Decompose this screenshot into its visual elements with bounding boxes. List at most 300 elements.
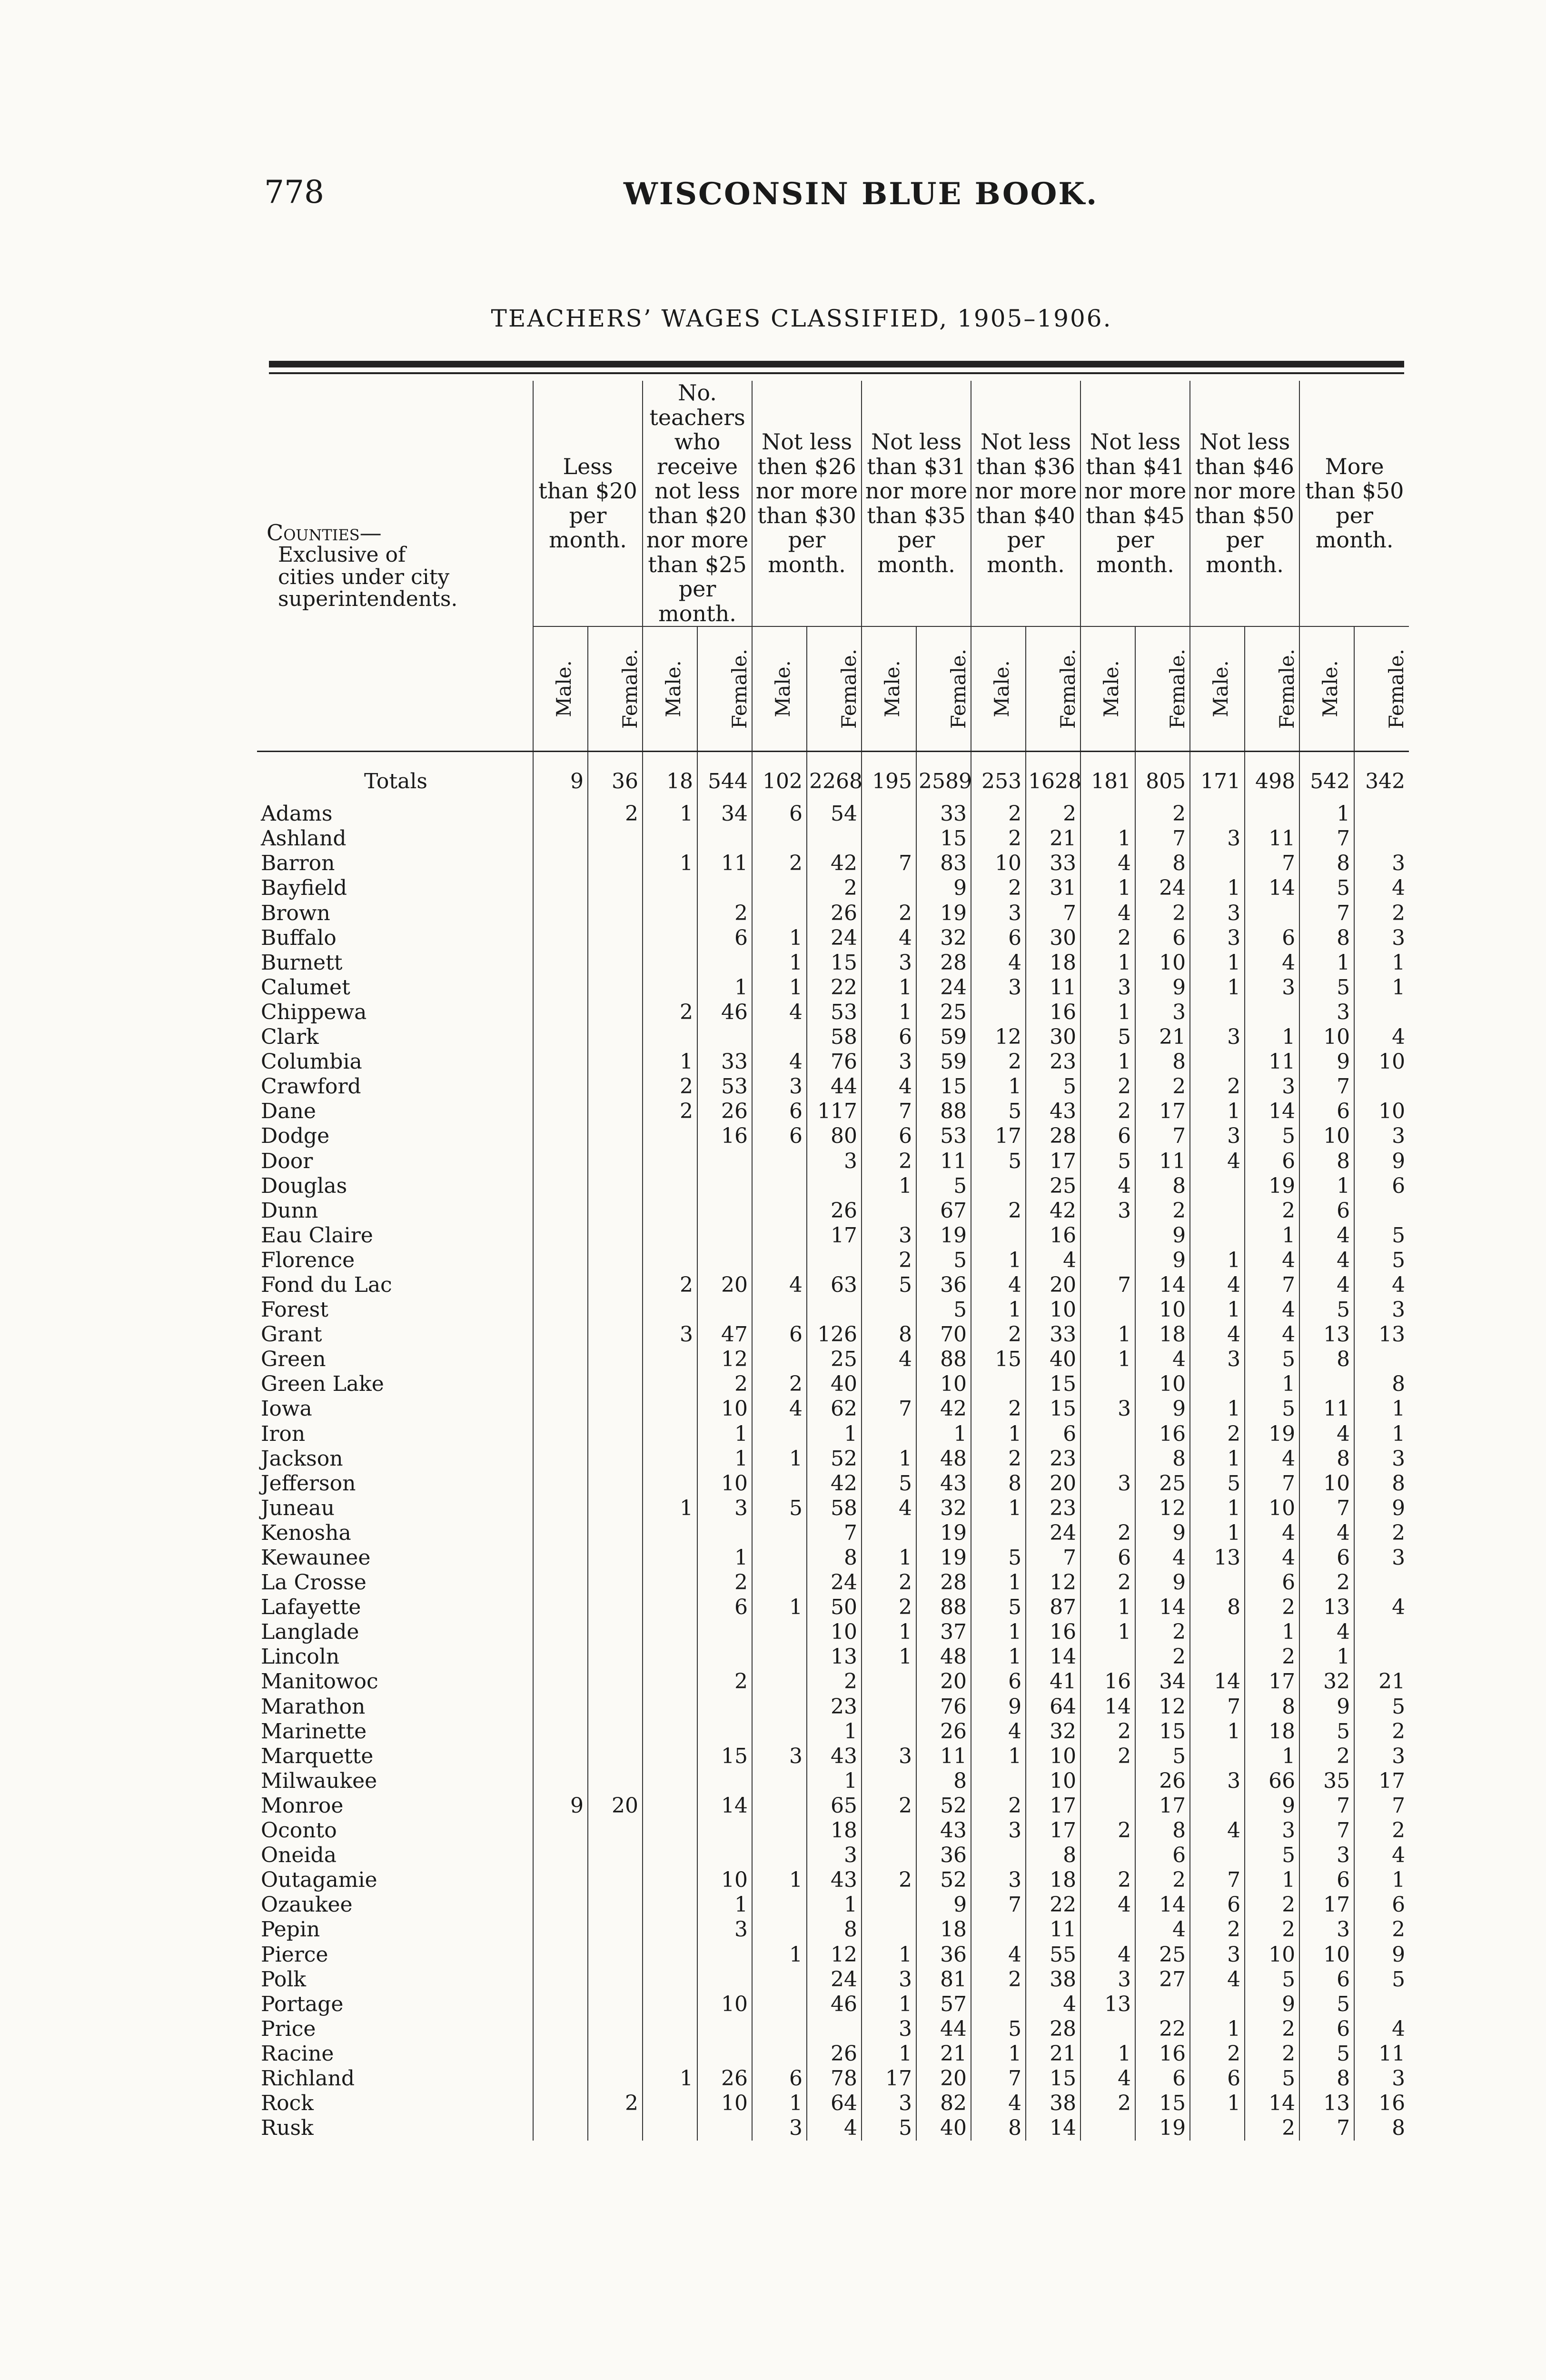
wage-count-cell: 4 <box>862 1074 916 1099</box>
wage-count-cell: 1 <box>971 1620 1026 1645</box>
wage-count-cell <box>588 1397 643 1421</box>
wage-count-cell <box>643 1025 697 1050</box>
wage-count-cell: 8 <box>1135 851 1190 876</box>
county-row <box>257 901 1409 926</box>
wage-count-cell: 23 <box>1026 1050 1080 1074</box>
wage-count-cell: 6 <box>1135 1843 1190 1868</box>
wage-count-cell <box>971 1917 1026 1942</box>
wage-count-cell: 2 <box>971 802 1026 826</box>
wage-count-cell: 3 <box>807 1843 862 1868</box>
wage-count-cell: 3 <box>1354 851 1409 876</box>
wage-count-cell: 7 <box>1299 1074 1354 1099</box>
wage-count-cell <box>533 1669 588 1694</box>
county-row <box>257 1818 1409 1843</box>
wage-count-cell: 4 <box>752 1000 807 1025</box>
county-name: Kewaunee <box>261 1546 371 1570</box>
wage-count-cell: 42 <box>916 1397 971 1421</box>
wage-count-cell: 53 <box>807 1000 862 1025</box>
county-row <box>257 1248 1409 1273</box>
wage-count-cell: 2 <box>971 1050 1026 1074</box>
female-label: Female. <box>837 649 861 729</box>
wage-count-cell: 1 <box>1190 951 1245 975</box>
wage-count-cell: 2 <box>643 1273 697 1298</box>
wage-count-cell <box>1190 1372 1245 1397</box>
wage-count-cell: 4 <box>1026 1992 1080 2017</box>
wage-count-cell: 6 <box>1080 1124 1135 1149</box>
county-name: Portage <box>261 1992 344 2016</box>
wage-count-cell <box>697 1174 752 1199</box>
wage-count-cell: 126 <box>807 1322 862 1347</box>
wage-count-cell: 63 <box>807 1273 862 1298</box>
county-name: Clark <box>261 1025 319 1050</box>
county-name: Rusk <box>261 2116 314 2141</box>
wage-count-cell: 16 <box>1135 1422 1190 1447</box>
wage-count-cell <box>1190 2116 1245 2141</box>
wage-count-cell: 2 <box>1299 1570 1354 1595</box>
wage-count-cell: 80 <box>807 1124 862 1149</box>
county-row <box>257 1174 1409 1199</box>
wage-count-cell: 3 <box>1080 975 1135 1000</box>
wage-count-cell: 9 <box>971 1695 1026 1719</box>
wage-count-cell: 2 <box>643 1099 697 1124</box>
wage-count-cell: 3 <box>1190 1769 1245 1794</box>
wage-count-cell: 83 <box>916 851 971 876</box>
wage-count-cell: 4 <box>1354 876 1409 901</box>
wage-count-cell <box>752 1719 807 1744</box>
wage-count-cell <box>533 1620 588 1645</box>
wage-count-cell <box>588 975 643 1000</box>
wage-count-cell <box>588 1967 643 1992</box>
wage-count-cell: 11 <box>916 1149 971 1173</box>
county-name: Grant <box>261 1322 322 1347</box>
wage-count-cell: 8 <box>1135 1447 1190 1471</box>
wage-count-cell: 6 <box>1026 1422 1080 1447</box>
wage-count-cell: 1 <box>1080 1050 1135 1074</box>
wage-count-cell: 3 <box>971 975 1026 1000</box>
wage-count-cell: 3 <box>1080 1471 1135 1496</box>
wage-count-cell: 2 <box>1080 1719 1135 1744</box>
female-column-header <box>1135 626 1190 752</box>
wage-count-cell <box>588 1099 643 1124</box>
wage-count-cell: 1 <box>752 1447 807 1471</box>
county-name: Green Lake <box>261 1372 384 1397</box>
wage-count-cell: 4 <box>1190 1273 1245 1298</box>
wage-count-cell: 65 <box>807 1794 862 1818</box>
county-row <box>257 1893 1409 1917</box>
wage-count-cell <box>533 1818 588 1843</box>
wage-count-cell <box>588 1893 643 1917</box>
wage-count-cell: 2 <box>862 1794 916 1818</box>
wage-count-cell: 1 <box>1080 1347 1135 1372</box>
wage-count-cell: 5 <box>916 1298 971 1322</box>
female-label: Female. <box>1385 649 1408 729</box>
wage-count-cell: 15 <box>1135 2091 1190 2116</box>
wage-count-cell <box>588 1645 643 1669</box>
wage-count-cell: 10 <box>1354 1099 1409 1124</box>
wage-count-cell <box>533 1868 588 1893</box>
wage-count-cell: 3 <box>1354 1447 1409 1471</box>
wage-count-cell <box>588 1570 643 1595</box>
wage-count-cell: 16 <box>1080 1669 1135 1694</box>
county-name: Milwaukee <box>261 1768 377 1793</box>
wage-count-cell: 3 <box>1080 1397 1135 1421</box>
wage-count-cell: 34 <box>697 802 752 826</box>
wage-count-cell: 4 <box>971 951 1026 975</box>
wage-count-cell <box>752 1794 807 1818</box>
wage-count-cell: 8 <box>1299 851 1354 876</box>
county-name: Bayfield <box>261 876 347 901</box>
wage-count-cell <box>752 1917 807 1942</box>
wage-count-cell: 10 <box>916 1372 971 1397</box>
wage-count-cell: 40 <box>1026 1347 1080 1372</box>
wage-count-cell <box>588 1769 643 1794</box>
wage-count-cell: 1 <box>697 1546 752 1570</box>
wage-count-cell <box>862 826 916 851</box>
wage-count-cell: 4 <box>1299 1273 1354 1298</box>
wage-count-cell: 13 <box>1299 2091 1354 2116</box>
wage-count-cell <box>533 2116 588 2141</box>
wage-count-cell <box>862 1422 916 1447</box>
wage-count-cell: 4 <box>1080 1174 1135 1199</box>
wage-count-cell <box>1080 1298 1135 1322</box>
county-name: Dunn <box>261 1198 318 1223</box>
wage-count-cell <box>1190 1620 1245 1645</box>
male-column-header <box>971 626 1026 752</box>
wage-count-cell: 8 <box>971 2116 1026 2141</box>
county-row <box>257 826 1409 851</box>
county-row <box>257 1521 1409 1546</box>
county-row <box>257 1074 1409 1099</box>
wage-count-cell: 3 <box>1354 1744 1409 1769</box>
wage-count-cell: 3 <box>862 1744 916 1769</box>
county-name: Florence <box>261 1248 355 1272</box>
wage-count-cell <box>533 1967 588 1992</box>
wage-count-cell <box>862 1669 916 1694</box>
wage-count-cell <box>752 1199 807 1223</box>
wage-count-cell: 10 <box>697 2091 752 2116</box>
page-number: 778 <box>264 174 324 210</box>
male-label: Male. <box>1099 660 1123 717</box>
wage-count-cell: 44 <box>916 2017 971 2042</box>
wage-count-cell <box>533 1050 588 1074</box>
wage-count-cell: 10 <box>1026 1298 1080 1322</box>
wage-count-cell: 17 <box>1135 1794 1190 1818</box>
county-name: Barron <box>261 851 335 876</box>
wage-count-cell: 4 <box>1135 1917 1190 1942</box>
county-name: Kenosha <box>261 1520 351 1545</box>
male-label: Male. <box>1209 660 1232 717</box>
wage-count-cell: 26 <box>916 1719 971 1744</box>
wage-count-cell: 1 <box>1299 1174 1354 1199</box>
female-label: Female. <box>618 649 642 729</box>
wage-count-cell: 3 <box>862 2017 916 2042</box>
county-name: Outagamie <box>261 1868 377 1893</box>
wage-count-cell: 1 <box>862 1992 916 2017</box>
wage-count-cell <box>533 876 588 901</box>
wage-count-cell: 8 <box>1135 1818 1190 1843</box>
wage-count-cell: 3 <box>1299 1843 1354 1868</box>
wage-count-cell: 12 <box>971 1025 1026 1050</box>
wage-count-cell: 4 <box>1190 1818 1245 1843</box>
wage-count-cell: 1 <box>752 1942 807 1967</box>
wage-count-cell: 8 <box>1354 1372 1409 1397</box>
wage-count-cell <box>1080 1917 1135 1942</box>
county-name: Chippewa <box>261 1000 367 1024</box>
county-name: Iron <box>261 1421 306 1446</box>
wage-count-cell: 25 <box>807 1347 862 1372</box>
wage-count-cell: 22 <box>1026 1893 1080 1917</box>
wage-count-cell: 1 <box>752 1595 807 1620</box>
totals-cell: 2589 <box>916 762 971 802</box>
wage-count-cell <box>533 1496 588 1521</box>
wage-count-cell: 28 <box>1026 1124 1080 1149</box>
wage-count-cell: 2 <box>1245 1893 1299 1917</box>
wage-count-cell: 47 <box>697 1322 752 1347</box>
wage-count-cell: 3 <box>862 951 916 975</box>
wage-count-cell <box>1190 802 1245 826</box>
wage-count-cell <box>533 2042 588 2066</box>
wage-count-cell <box>862 802 916 826</box>
wage-count-cell: 12 <box>1135 1496 1190 1521</box>
wage-count-cell: 9 <box>533 1794 588 1818</box>
wage-count-cell: 3 <box>643 1322 697 1347</box>
wage-count-cell: 28 <box>916 951 971 975</box>
wage-count-cell <box>588 1669 643 1694</box>
county-name: Lincoln <box>261 1645 340 1669</box>
wage-count-cell: 14 <box>697 1794 752 1818</box>
wage-count-cell <box>643 901 697 926</box>
wage-count-cell: 1 <box>1080 1595 1135 1620</box>
wage-count-cell: 9 <box>1354 1496 1409 1521</box>
wage-count-cell: 17 <box>1026 1818 1080 1843</box>
wage-count-cell: 5 <box>1190 1471 1245 1496</box>
wage-count-cell: 22 <box>807 975 862 1000</box>
wage-count-cell <box>643 1695 697 1719</box>
wage-count-cell: 3 <box>971 901 1026 926</box>
wage-count-cell <box>1080 1496 1135 1521</box>
wage-group-header: Not less than $36 nor more than $40 per month. <box>971 381 1080 626</box>
male-label: Male. <box>880 660 904 717</box>
wage-count-cell: 26 <box>807 1199 862 1223</box>
county-name: Juneau <box>261 1496 335 1520</box>
wage-count-cell: 5 <box>1245 1397 1299 1421</box>
wage-count-cell: 4 <box>862 1347 916 1372</box>
wage-count-cell: 1 <box>1190 1298 1245 1322</box>
wage-count-cell: 7 <box>862 1099 916 1124</box>
wage-count-cell: 9 <box>1135 1397 1190 1421</box>
wage-count-cell: 46 <box>697 1000 752 1025</box>
wage-count-cell: 1 <box>1080 876 1135 901</box>
wage-count-cell: 1 <box>971 1744 1026 1769</box>
wage-count-cell <box>533 1570 588 1595</box>
wage-count-cell: 9 <box>916 1893 971 1917</box>
wage-count-cell <box>588 1050 643 1074</box>
wage-count-cell: 14 <box>1135 1893 1190 1917</box>
wage-count-cell: 2 <box>697 901 752 926</box>
wage-count-cell: 48 <box>916 1645 971 1669</box>
wage-count-cell: 2 <box>1080 926 1135 951</box>
wage-count-cell: 9 <box>1135 1248 1190 1273</box>
wage-count-cell: 10 <box>807 1620 862 1645</box>
wage-count-cell: 5 <box>1354 1248 1409 1273</box>
wage-count-cell: 2 <box>1080 1570 1135 1595</box>
wage-count-cell: 2 <box>862 1595 916 1620</box>
wage-count-cell <box>643 1372 697 1397</box>
wage-count-cell <box>752 1298 807 1322</box>
wage-count-cell: 20 <box>1026 1273 1080 1298</box>
wage-count-cell: 40 <box>916 2116 971 2141</box>
wage-count-cell <box>1080 1223 1135 1248</box>
wage-count-cell: 18 <box>807 1818 862 1843</box>
wage-count-cell <box>643 1447 697 1471</box>
wage-count-cell: 5 <box>971 1099 1026 1124</box>
wage-count-cell: 5 <box>1299 2042 1354 2066</box>
wage-count-cell <box>697 1695 752 1719</box>
wage-count-cell <box>588 1620 643 1645</box>
county-name: Langlade <box>261 1620 359 1645</box>
wage-count-cell <box>1245 802 1299 826</box>
wage-count-cell <box>533 2017 588 2042</box>
wage-count-cell: 11 <box>697 851 752 876</box>
wage-count-cell: 6 <box>752 802 807 826</box>
wage-count-cell <box>588 1074 643 1099</box>
wage-count-cell <box>862 1917 916 1942</box>
wage-count-cell: 16 <box>1026 1620 1080 1645</box>
wage-count-cell: 43 <box>916 1818 971 1843</box>
wage-count-cell <box>697 1620 752 1645</box>
wage-count-cell: 9 <box>1299 1050 1354 1074</box>
county-row <box>257 1942 1409 1967</box>
county-name: Fond du Lac <box>261 1272 392 1297</box>
wage-count-cell: 8 <box>1026 1843 1080 1868</box>
wage-count-cell <box>588 1719 643 1744</box>
wage-count-cell: 43 <box>807 1868 862 1893</box>
wage-count-cell: 3 <box>1354 1298 1409 1322</box>
wage-count-cell <box>588 1273 643 1298</box>
wage-count-cell: 20 <box>916 2066 971 2091</box>
wage-count-cell: 2 <box>1080 1521 1135 1546</box>
county-name: Iowa <box>261 1397 312 1421</box>
wage-count-cell: 25 <box>1135 1942 1190 1967</box>
wage-count-cell <box>697 1645 752 1669</box>
wage-count-cell: 19 <box>916 901 971 926</box>
wage-count-cell: 1 <box>1245 1744 1299 1769</box>
wage-count-cell <box>1354 826 1409 851</box>
wage-count-cell: 3 <box>1299 1000 1354 1025</box>
wage-count-cell: 6 <box>1299 1199 1354 1223</box>
wage-count-cell: 4 <box>1080 1942 1135 1967</box>
male-column-header <box>1080 626 1135 752</box>
totals-cell: 36 <box>588 762 643 802</box>
wage-count-cell: 6 <box>862 1025 916 1050</box>
county-row <box>257 1645 1409 1669</box>
wage-count-cell: 4 <box>971 2091 1026 2116</box>
wage-count-cell <box>588 1471 643 1496</box>
wage-count-cell: 23 <box>807 1695 862 1719</box>
wage-count-cell: 88 <box>916 1595 971 1620</box>
wage-count-cell: 52 <box>916 1868 971 1893</box>
wage-count-cell <box>588 1447 643 1471</box>
wage-count-cell: 10 <box>697 1471 752 1496</box>
county-name: Marinette <box>261 1719 367 1744</box>
wage-count-cell <box>971 1223 1026 1248</box>
table-title: TEACHERS’ WAGES CLASSIFIED, 1905–1906. <box>491 305 1112 332</box>
wage-count-cell: 7 <box>971 1893 1026 1917</box>
wage-count-cell: 2 <box>1135 1645 1190 1669</box>
wage-count-cell: 5 <box>1245 2066 1299 2091</box>
male-label: Male. <box>771 660 794 717</box>
wage-count-cell <box>643 1397 697 1421</box>
wage-count-cell: 8 <box>1135 1050 1190 1074</box>
wage-count-cell: 6 <box>1135 2066 1190 2091</box>
wage-count-cell <box>862 1372 916 1397</box>
wage-count-cell: 1 <box>1080 1000 1135 1025</box>
wage-count-cell: 4 <box>862 1496 916 1521</box>
wage-count-cell: 3 <box>971 1868 1026 1893</box>
wage-count-cell <box>697 1843 752 1868</box>
wage-count-cell: 7 <box>1299 1794 1354 1818</box>
wage-count-cell: 4 <box>971 1273 1026 1298</box>
wage-count-cell <box>533 1223 588 1248</box>
county-row <box>257 2066 1409 2091</box>
county-row <box>257 1843 1409 1868</box>
wage-count-cell: 8 <box>1299 926 1354 951</box>
wage-count-cell: 6 <box>971 926 1026 951</box>
wage-count-cell <box>588 926 643 951</box>
wage-count-cell: 17 <box>1354 1769 1409 1794</box>
county-name: Forest <box>261 1298 328 1322</box>
wage-count-cell <box>643 1843 697 1868</box>
wage-count-cell: 3 <box>1354 1124 1409 1149</box>
wage-count-cell <box>752 1248 807 1273</box>
wage-count-cell: 3 <box>697 1496 752 1521</box>
wage-count-cell: 4 <box>1299 1223 1354 1248</box>
wage-count-cell: 81 <box>916 1967 971 1992</box>
totals-cell: 498 <box>1245 762 1299 802</box>
wage-count-cell: 4 <box>1190 1967 1245 1992</box>
wage-count-cell: 11 <box>1245 826 1299 851</box>
wage-count-cell: 42 <box>1026 1199 1080 1223</box>
wage-count-cell: 5 <box>862 2116 916 2141</box>
wage-count-cell: 10 <box>1354 1050 1409 1074</box>
wage-count-cell: 6 <box>1299 1868 1354 1893</box>
wage-count-cell <box>533 1074 588 1099</box>
wage-count-cell: 2 <box>697 1570 752 1595</box>
wage-count-cell <box>752 1521 807 1546</box>
wage-count-cell <box>533 1174 588 1199</box>
wage-count-cell: 4 <box>1354 1273 1409 1298</box>
wage-count-cell <box>697 2017 752 2042</box>
wage-count-cell <box>588 1199 643 1223</box>
wage-count-cell: 10 <box>697 1992 752 2017</box>
wage-count-cell: 9 <box>1135 1570 1190 1595</box>
wage-count-cell: 1 <box>643 1050 697 1074</box>
wage-count-cell <box>697 1149 752 1173</box>
wage-count-cell <box>533 1025 588 1050</box>
wage-count-cell <box>533 901 588 926</box>
wage-count-cell: 2 <box>1135 901 1190 926</box>
wage-count-cell: 5 <box>1354 1967 1409 1992</box>
county-name: Eau Claire <box>261 1223 373 1248</box>
wage-count-cell <box>862 1199 916 1223</box>
wage-count-cell: 1 <box>1354 951 1409 975</box>
wage-count-cell <box>533 1099 588 1124</box>
wage-count-cell: 8 <box>1354 1471 1409 1496</box>
wage-count-cell: 1 <box>971 1422 1026 1447</box>
county-row <box>257 951 1409 975</box>
wage-count-cell <box>533 1769 588 1794</box>
wage-count-cell: 2 <box>1190 1422 1245 1447</box>
